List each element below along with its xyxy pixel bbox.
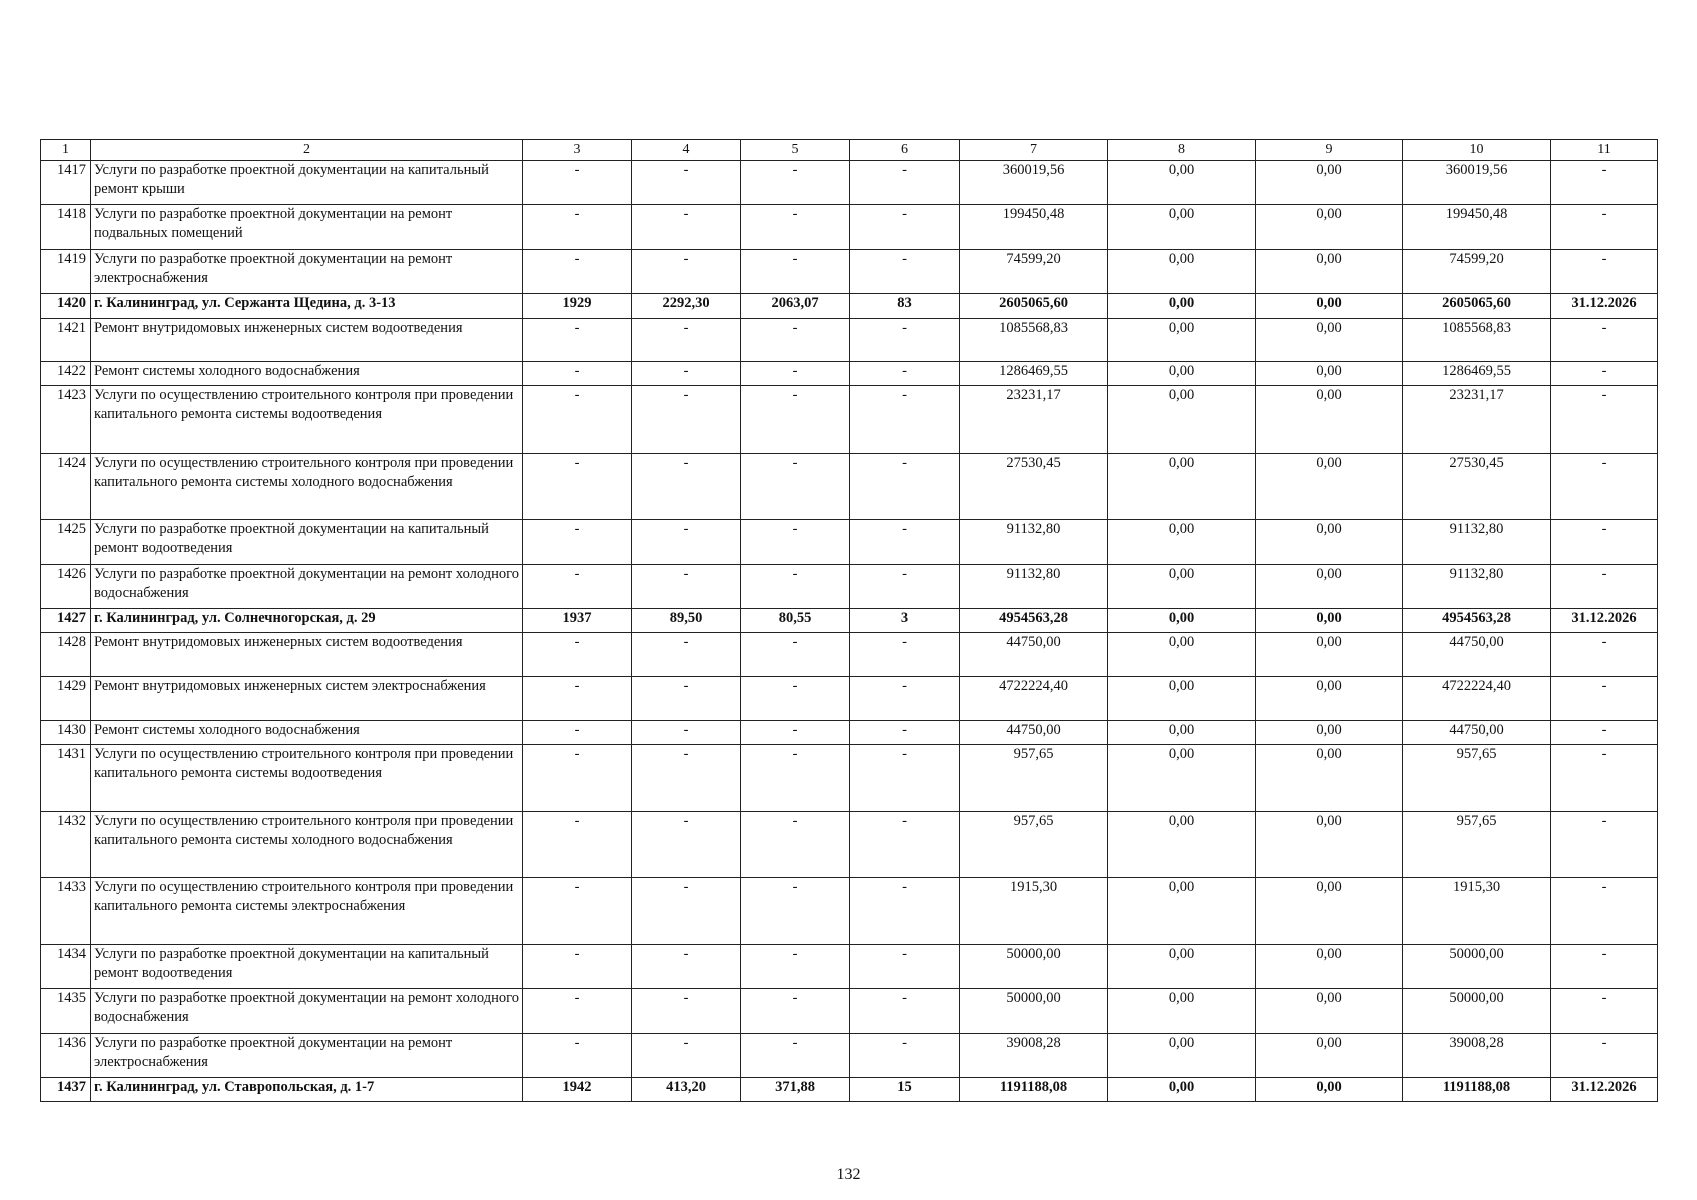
fund-cell: 0,00 xyxy=(1108,812,1256,878)
total-cost-cell: 199450,48 xyxy=(960,205,1108,250)
deadline-cell: - xyxy=(1551,205,1658,250)
owners-funds-cell: 1191188,08 xyxy=(1403,1078,1551,1102)
row-number-cell: 1424 xyxy=(41,454,91,520)
deadline-cell: - xyxy=(1551,386,1658,454)
owners-funds-cell: 27530,45 xyxy=(1403,454,1551,520)
area-living-cell: 371,88 xyxy=(741,1078,850,1102)
budget-cell: 0,00 xyxy=(1256,1034,1403,1078)
year-cell: 1937 xyxy=(523,609,632,633)
deadline-cell: - xyxy=(1551,745,1658,812)
row-number-cell: 1419 xyxy=(41,250,91,294)
deadline-cell: - xyxy=(1551,812,1658,878)
area-total-cell: 2292,30 xyxy=(632,294,741,319)
area-total-cell: 89,50 xyxy=(632,609,741,633)
row-number-cell: 1427 xyxy=(41,609,91,633)
deadline-cell: - xyxy=(1551,319,1658,362)
table-row xyxy=(41,565,1658,609)
budget-cell: 0,00 xyxy=(1256,633,1403,677)
table-row xyxy=(41,362,1658,386)
column-number-row xyxy=(41,140,1658,161)
owners-funds-cell: 1915,30 xyxy=(1403,878,1551,945)
area-living-cell: - xyxy=(741,319,850,362)
column-header: 10 xyxy=(1403,140,1551,161)
budget-cell: 0,00 xyxy=(1256,945,1403,989)
area-living-cell: - xyxy=(741,812,850,878)
residents-cell: - xyxy=(850,565,960,609)
description-cell: Ремонт системы холодного водоснабжения xyxy=(91,362,523,386)
column-header: 6 xyxy=(850,140,960,161)
total-cost-cell: 74599,20 xyxy=(960,250,1108,294)
total-cost-cell: 1286469,55 xyxy=(960,362,1108,386)
row-number-cell: 1432 xyxy=(41,812,91,878)
deadline-cell: - xyxy=(1551,520,1658,565)
table-row xyxy=(41,677,1658,721)
area-total-cell: - xyxy=(632,520,741,565)
owners-funds-cell: 91132,80 xyxy=(1403,520,1551,565)
area-living-cell: - xyxy=(741,205,850,250)
residents-cell: - xyxy=(850,677,960,721)
total-cost-cell: 91132,80 xyxy=(960,520,1108,565)
year-cell: - xyxy=(523,161,632,205)
owners-funds-cell: 23231,17 xyxy=(1403,386,1551,454)
owners-funds-cell: 50000,00 xyxy=(1403,945,1551,989)
year-cell: - xyxy=(523,565,632,609)
residents-cell: - xyxy=(850,362,960,386)
budget-cell: 0,00 xyxy=(1256,454,1403,520)
row-number-cell: 1417 xyxy=(41,161,91,205)
area-total-cell: - xyxy=(632,319,741,362)
area-living-cell: - xyxy=(741,989,850,1034)
owners-funds-cell: 360019,56 xyxy=(1403,161,1551,205)
area-total-cell: - xyxy=(632,362,741,386)
table-row xyxy=(41,205,1658,250)
total-cost-cell: 39008,28 xyxy=(960,1034,1108,1078)
row-number-cell: 1428 xyxy=(41,633,91,677)
fund-cell: 0,00 xyxy=(1108,319,1256,362)
description-cell: Услуги по разработке проектной документации на ремонт подвальных помещений xyxy=(91,205,523,250)
budget-cell: 0,00 xyxy=(1256,812,1403,878)
year-cell: - xyxy=(523,1034,632,1078)
area-total-cell: - xyxy=(632,161,741,205)
area-living-cell: - xyxy=(741,386,850,454)
table-row xyxy=(41,878,1658,945)
fund-cell: 0,00 xyxy=(1108,454,1256,520)
owners-funds-cell: 957,65 xyxy=(1403,812,1551,878)
residents-cell: - xyxy=(850,878,960,945)
area-living-cell: - xyxy=(741,362,850,386)
year-cell: 1929 xyxy=(523,294,632,319)
area-total-cell: - xyxy=(632,945,741,989)
row-number-cell: 1433 xyxy=(41,878,91,945)
area-total-cell: - xyxy=(632,1034,741,1078)
budget-cell: 0,00 xyxy=(1256,250,1403,294)
fund-cell: 0,00 xyxy=(1108,565,1256,609)
total-cost-cell: 360019,56 xyxy=(960,161,1108,205)
row-number-cell: 1430 xyxy=(41,721,91,745)
budget-cell: 0,00 xyxy=(1256,609,1403,633)
area-living-cell: - xyxy=(741,250,850,294)
deadline-cell: - xyxy=(1551,721,1658,745)
table-row xyxy=(41,609,1658,633)
row-number-cell: 1431 xyxy=(41,745,91,812)
area-total-cell: - xyxy=(632,386,741,454)
column-header: 3 xyxy=(523,140,632,161)
deadline-cell: - xyxy=(1551,250,1658,294)
fund-cell: 0,00 xyxy=(1108,989,1256,1034)
description-cell: Услуги по разработке проектной документации на ремонт электроснабжения xyxy=(91,1034,523,1078)
residents-cell: - xyxy=(850,454,960,520)
table-row xyxy=(41,250,1658,294)
year-cell: - xyxy=(523,812,632,878)
deadline-cell: - xyxy=(1551,454,1658,520)
residents-cell: - xyxy=(850,386,960,454)
row-number-cell: 1420 xyxy=(41,294,91,319)
column-header: 5 xyxy=(741,140,850,161)
total-cost-cell: 50000,00 xyxy=(960,945,1108,989)
fund-cell: 0,00 xyxy=(1108,609,1256,633)
fund-cell: 0,00 xyxy=(1108,205,1256,250)
year-cell: - xyxy=(523,454,632,520)
deadline-cell: - xyxy=(1551,161,1658,205)
table-row xyxy=(41,1034,1658,1078)
budget-cell: 0,00 xyxy=(1256,386,1403,454)
owners-funds-cell: 2605065,60 xyxy=(1403,294,1551,319)
deadline-cell: - xyxy=(1551,565,1658,609)
owners-funds-cell: 1286469,55 xyxy=(1403,362,1551,386)
budget-cell: 0,00 xyxy=(1256,565,1403,609)
area-living-cell: - xyxy=(741,878,850,945)
row-number-cell: 1421 xyxy=(41,319,91,362)
residents-cell: - xyxy=(850,1034,960,1078)
description-cell: Услуги по разработке проектной документации на капитальный ремонт водоотведения xyxy=(91,520,523,565)
year-cell: - xyxy=(523,633,632,677)
year-cell: - xyxy=(523,250,632,294)
fund-cell: 0,00 xyxy=(1108,721,1256,745)
area-living-cell: - xyxy=(741,721,850,745)
deadline-cell: - xyxy=(1551,677,1658,721)
area-total-cell: - xyxy=(632,677,741,721)
row-number-cell: 1437 xyxy=(41,1078,91,1102)
fund-cell: 0,00 xyxy=(1108,386,1256,454)
fund-cell: 0,00 xyxy=(1108,362,1256,386)
fund-cell: 0,00 xyxy=(1108,1034,1256,1078)
row-number-cell: 1422 xyxy=(41,362,91,386)
residents-cell: - xyxy=(850,319,960,362)
total-cost-cell: 957,65 xyxy=(960,745,1108,812)
area-living-cell: - xyxy=(741,633,850,677)
total-cost-cell: 1085568,83 xyxy=(960,319,1108,362)
area-total-cell: - xyxy=(632,812,741,878)
deadline-cell: - xyxy=(1551,945,1658,989)
year-cell: - xyxy=(523,520,632,565)
residents-cell: 3 xyxy=(850,609,960,633)
owners-funds-cell: 4954563,28 xyxy=(1403,609,1551,633)
fund-cell: 0,00 xyxy=(1108,161,1256,205)
deadline-cell: - xyxy=(1551,878,1658,945)
residents-cell: - xyxy=(850,812,960,878)
total-cost-cell: 91132,80 xyxy=(960,565,1108,609)
deadline-cell: - xyxy=(1551,362,1658,386)
column-header: 1 xyxy=(41,140,91,161)
table-row xyxy=(41,520,1658,565)
area-total-cell: - xyxy=(632,565,741,609)
table-row xyxy=(41,945,1658,989)
owners-funds-cell: 50000,00 xyxy=(1403,989,1551,1034)
deadline-cell: - xyxy=(1551,633,1658,677)
residents-cell: - xyxy=(850,945,960,989)
year-cell: - xyxy=(523,945,632,989)
owners-funds-cell: 39008,28 xyxy=(1403,1034,1551,1078)
year-cell: - xyxy=(523,362,632,386)
residents-cell: 15 xyxy=(850,1078,960,1102)
fund-cell: 0,00 xyxy=(1108,633,1256,677)
year-cell: - xyxy=(523,205,632,250)
deadline-cell: 31.12.2026 xyxy=(1551,1078,1658,1102)
column-header: 2 xyxy=(91,140,523,161)
column-header: 7 xyxy=(960,140,1108,161)
year-cell: 1942 xyxy=(523,1078,632,1102)
description-cell: Услуги по разработке проектной документации на ремонт электроснабжения xyxy=(91,250,523,294)
budget-cell: 0,00 xyxy=(1256,520,1403,565)
fund-cell: 0,00 xyxy=(1108,294,1256,319)
description-cell: г. Калининград, ул. Ставропольская, д. 1-7 xyxy=(91,1078,523,1102)
fund-cell: 0,00 xyxy=(1108,250,1256,294)
area-living-cell: - xyxy=(741,565,850,609)
description-cell: Услуги по разработке проектной документации на ремонт холодного водоснабжения xyxy=(91,989,523,1034)
total-cost-cell: 2605065,60 xyxy=(960,294,1108,319)
table-row xyxy=(41,812,1658,878)
fund-cell: 0,00 xyxy=(1108,677,1256,721)
description-cell: Услуги по разработке проектной документации на капитальный ремонт водоотведения xyxy=(91,945,523,989)
residents-cell: 83 xyxy=(850,294,960,319)
residents-cell: - xyxy=(850,205,960,250)
description-cell: Ремонт внутридомовых инженерных систем водоотведения xyxy=(91,319,523,362)
capital-repair-table xyxy=(40,139,1658,1102)
fund-cell: 0,00 xyxy=(1108,1078,1256,1102)
area-living-cell: 80,55 xyxy=(741,609,850,633)
table-row xyxy=(41,161,1658,205)
row-number-cell: 1425 xyxy=(41,520,91,565)
row-number-cell: 1423 xyxy=(41,386,91,454)
description-cell: Услуги по осуществлению строительного контроля при проведении капитального ремонта системы водоотведения xyxy=(91,386,523,454)
owners-funds-cell: 44750,00 xyxy=(1403,721,1551,745)
residents-cell: - xyxy=(850,520,960,565)
owners-funds-cell: 44750,00 xyxy=(1403,633,1551,677)
total-cost-cell: 1191188,08 xyxy=(960,1078,1108,1102)
area-living-cell: - xyxy=(741,161,850,205)
owners-funds-cell: 74599,20 xyxy=(1403,250,1551,294)
fund-cell: 0,00 xyxy=(1108,520,1256,565)
description-cell: Ремонт внутридомовых инженерных систем водоотведения xyxy=(91,633,523,677)
total-cost-cell: 4722224,40 xyxy=(960,677,1108,721)
owners-funds-cell: 199450,48 xyxy=(1403,205,1551,250)
budget-cell: 0,00 xyxy=(1256,161,1403,205)
area-total-cell: - xyxy=(632,633,741,677)
table-row xyxy=(41,721,1658,745)
area-total-cell: 413,20 xyxy=(632,1078,741,1102)
column-header: 9 xyxy=(1256,140,1403,161)
page-number: 132 xyxy=(836,1166,861,1183)
owners-funds-cell: 4722224,40 xyxy=(1403,677,1551,721)
row-number-cell: 1426 xyxy=(41,565,91,609)
residents-cell: - xyxy=(850,250,960,294)
area-total-cell: - xyxy=(632,745,741,812)
budget-cell: 0,00 xyxy=(1256,745,1403,812)
budget-cell: 0,00 xyxy=(1256,205,1403,250)
table-row xyxy=(41,454,1658,520)
table-row xyxy=(41,319,1658,362)
area-living-cell: 2063,07 xyxy=(741,294,850,319)
row-number-cell: 1436 xyxy=(41,1034,91,1078)
budget-cell: 0,00 xyxy=(1256,677,1403,721)
description-cell: г. Калининград, ул. Сержанта Щедина, д. 3-13 xyxy=(91,294,523,319)
table-body xyxy=(41,161,1658,1102)
description-cell: Услуги по осуществлению строительного контроля при проведении капитального ремонта системы водоотведения xyxy=(91,745,523,812)
fund-cell: 0,00 xyxy=(1108,945,1256,989)
row-number-cell: 1429 xyxy=(41,677,91,721)
row-number-cell: 1418 xyxy=(41,205,91,250)
area-living-cell: - xyxy=(741,454,850,520)
total-cost-cell: 44750,00 xyxy=(960,633,1108,677)
column-header: 4 xyxy=(632,140,741,161)
year-cell: - xyxy=(523,878,632,945)
residents-cell: - xyxy=(850,161,960,205)
area-living-cell: - xyxy=(741,677,850,721)
total-cost-cell: 4954563,28 xyxy=(960,609,1108,633)
year-cell: - xyxy=(523,745,632,812)
description-cell: Ремонт системы холодного водоснабжения xyxy=(91,721,523,745)
budget-cell: 0,00 xyxy=(1256,319,1403,362)
residents-cell: - xyxy=(850,989,960,1034)
area-living-cell: - xyxy=(741,745,850,812)
description-cell: г. Калининград, ул. Солнечногорская, д. 29 xyxy=(91,609,523,633)
total-cost-cell: 50000,00 xyxy=(960,989,1108,1034)
total-cost-cell: 1915,30 xyxy=(960,878,1108,945)
description-cell: Ремонт внутридомовых инженерных систем электроснабжения xyxy=(91,677,523,721)
deadline-cell: - xyxy=(1551,1034,1658,1078)
area-living-cell: - xyxy=(741,520,850,565)
table-row xyxy=(41,386,1658,454)
residents-cell: - xyxy=(850,633,960,677)
year-cell: - xyxy=(523,721,632,745)
column-header: 8 xyxy=(1108,140,1256,161)
owners-funds-cell: 1085568,83 xyxy=(1403,319,1551,362)
budget-cell: 0,00 xyxy=(1256,362,1403,386)
deadline-cell: 31.12.2026 xyxy=(1551,294,1658,319)
budget-cell: 0,00 xyxy=(1256,294,1403,319)
total-cost-cell: 44750,00 xyxy=(960,721,1108,745)
budget-cell: 0,00 xyxy=(1256,878,1403,945)
owners-funds-cell: 91132,80 xyxy=(1403,565,1551,609)
table-row xyxy=(41,633,1658,677)
row-number-cell: 1434 xyxy=(41,945,91,989)
area-total-cell: - xyxy=(632,721,741,745)
year-cell: - xyxy=(523,319,632,362)
area-living-cell: - xyxy=(741,1034,850,1078)
area-total-cell: - xyxy=(632,205,741,250)
budget-cell: 0,00 xyxy=(1256,1078,1403,1102)
year-cell: - xyxy=(523,989,632,1034)
area-total-cell: - xyxy=(632,878,741,945)
year-cell: - xyxy=(523,677,632,721)
owners-funds-cell: 957,65 xyxy=(1403,745,1551,812)
area-total-cell: - xyxy=(632,250,741,294)
total-cost-cell: 23231,17 xyxy=(960,386,1108,454)
fund-cell: 0,00 xyxy=(1108,745,1256,812)
deadline-cell: 31.12.2026 xyxy=(1551,609,1658,633)
table-row xyxy=(41,294,1658,319)
description-cell: Услуги по осуществлению строительного контроля при проведении капитального ремонта системы холодного водоснабжения xyxy=(91,454,523,520)
residents-cell: - xyxy=(850,745,960,812)
year-cell: - xyxy=(523,386,632,454)
total-cost-cell: 957,65 xyxy=(960,812,1108,878)
budget-cell: 0,00 xyxy=(1256,721,1403,745)
area-living-cell: - xyxy=(741,945,850,989)
description-cell: Услуги по разработке проектной документации на капитальный ремонт крыши xyxy=(91,161,523,205)
area-total-cell: - xyxy=(632,989,741,1034)
table-row xyxy=(41,1078,1658,1102)
row-number-cell: 1435 xyxy=(41,989,91,1034)
table-row xyxy=(41,989,1658,1034)
residents-cell: - xyxy=(850,721,960,745)
description-cell: Услуги по осуществлению строительного контроля при проведении капитального ремонта системы электроснабжения xyxy=(91,878,523,945)
deadline-cell: - xyxy=(1551,989,1658,1034)
description-cell: Услуги по осуществлению строительного контроля при проведении капитального ремонта системы холодного водоснабжения xyxy=(91,812,523,878)
fund-cell: 0,00 xyxy=(1108,878,1256,945)
table-row xyxy=(41,745,1658,812)
area-total-cell: - xyxy=(632,454,741,520)
column-header: 11 xyxy=(1551,140,1658,161)
budget-cell: 0,00 xyxy=(1256,989,1403,1034)
total-cost-cell: 27530,45 xyxy=(960,454,1108,520)
description-cell: Услуги по разработке проектной документации на ремонт холодного водоснабжения xyxy=(91,565,523,609)
